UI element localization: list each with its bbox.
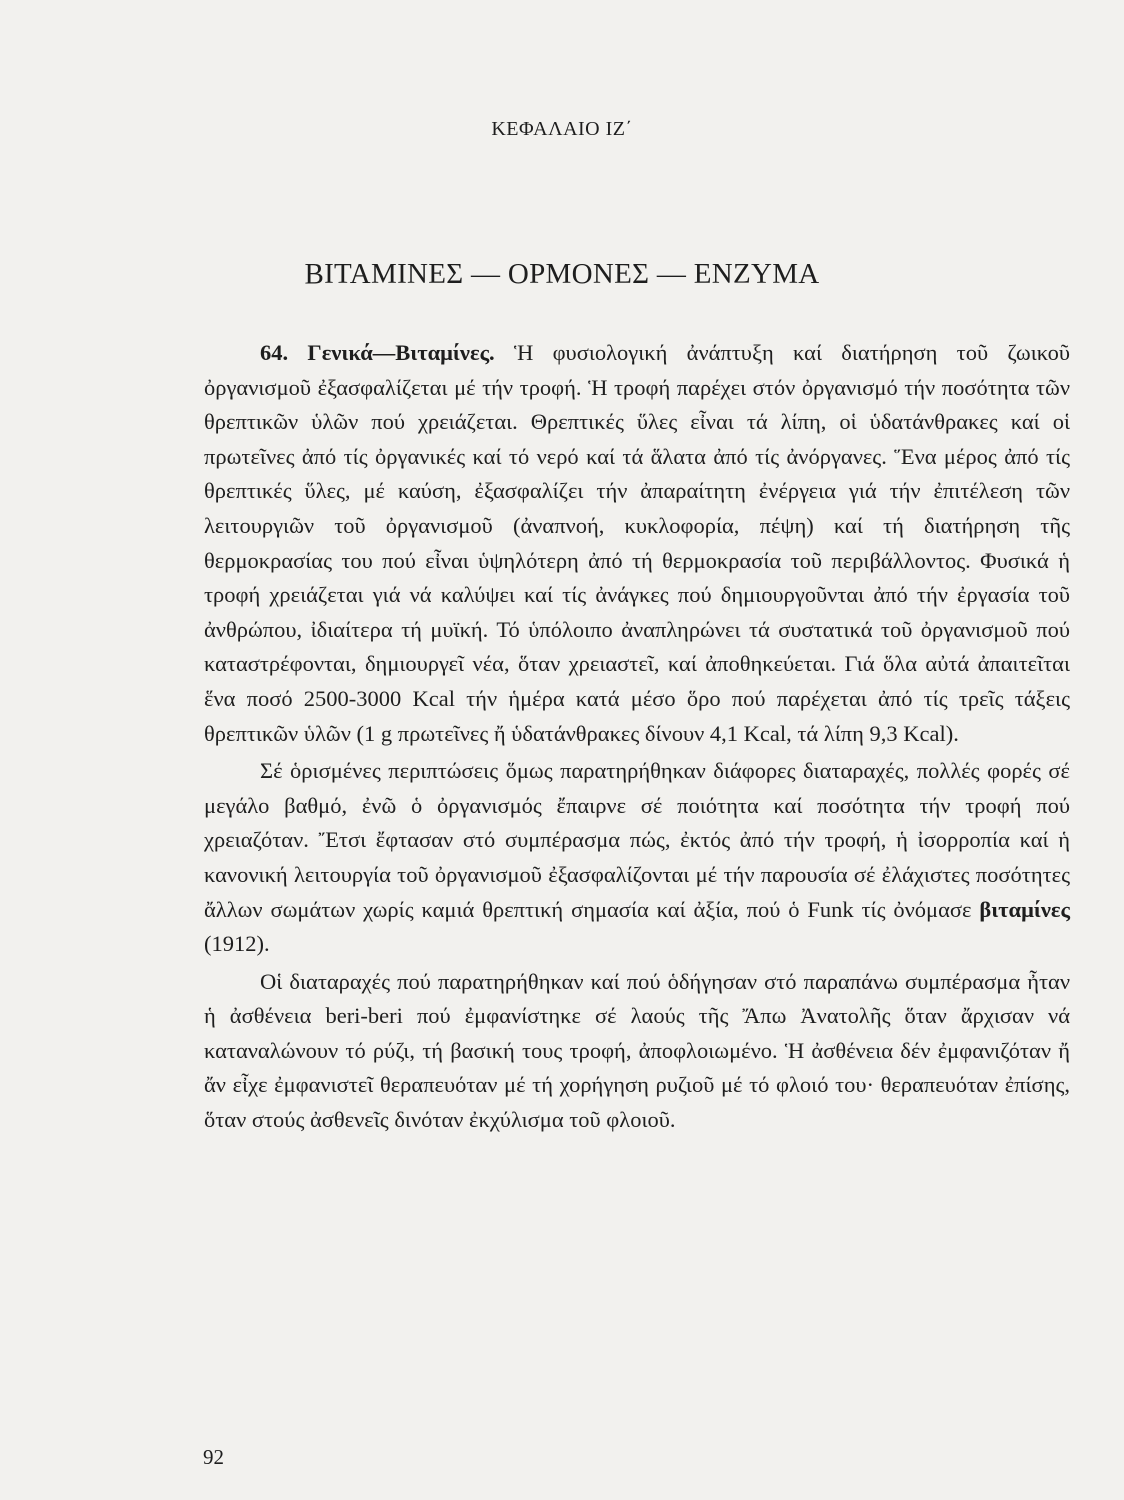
vitamins-term: βιταμίνες <box>979 896 1070 922</box>
page-number: 92 <box>203 1445 224 1469</box>
paragraph-2-text-after: (1912). <box>204 931 270 957</box>
chapter-title: ΒΙΤΑΜΙΝΕΣ — ΟΡΜΟΝΕΣ — ΕΝΖΥΜΑ <box>304 258 820 290</box>
paragraph-1 <box>204 336 1070 751</box>
chapter-label: ΚΕΦΑΛΑΙΟ ΙΖ΄ <box>491 118 633 140</box>
paragraph-3-text: Οἱ διαταραχές πού παρατηρήθηκαν καί πού ὁδήγησαν στό παραπάνω συμπέρασμα ἦταν ἡ ἀσθένεια beri-beri πού ἐμφανίστηκε σέ λαούς τῆς Ἄπω Ἀνατολῆς ὅταν ἄρχισαν νά καταναλώνουν τό ρύζι, τή βασική τους τροφή, ἀποφλοιωμένο. Ἡ ἀσθένεια δέν ἐμφανιζόταν ἤ ἄν εἶχε ἐμφανιστεῖ θεραπευόταν μέ τή χορήγηση ρυζιοῦ μέ τό φλοιό του· θεραπευόταν ἐπίσης, ὅταν στούς ἀσθενεῖς δινόταν ἐκχύλισμα τοῦ φλοιοῦ. <box>204 968 1070 1133</box>
paragraph-2 <box>204 754 1070 962</box>
body-text <box>204 336 1070 1138</box>
section-heading: 64. Γενικά—Βιταμίνες. <box>260 340 495 365</box>
paragraph-3 <box>204 965 1070 1138</box>
paragraph-2-text-before: Σέ ὁρισμένες περιπτώσεις ὅμως παρατηρήθηκαν διάφορες διαταραχές, πολλές φορές σέ μεγάλο βαθμό, ἐνῶ ὁ ὀργανισμός ἔπαιρνε σέ ποιότητα καί ποσότητα τήν τροφή πού χρειαζόταν. Ἔτσι ἔφτασαν στό συμπέρασμα πώς, ἐκτός ἀπό τήν τροφή, ἡ ἰσορροπία καί ἡ κανονική λειτουργία τοῦ ὀργανισμοῦ ἐξασφαλίζονται μέ τήν παρουσία σέ ἐλάχιστες ποσότητες ἄλλων σωμάτων χωρίς καμιά θρεπτική σημασία καί ἀξία, πού ὁ Funk τίς ὀνόμασε <box>204 758 1070 922</box>
paragraph-1-text: Ἡ φυσιολογική ἀνάπτυξη καί διατήρηση τοῦ ζωικοῦ ὀργανισμοῦ ἐξασφαλίζεται μέ τήν τροφή. Ἡ τροφή παρέχει στόν ὀργανισμό τήν ποσότητα τῶν θρεπτικῶν ὑλῶν πού χρειάζεται. Θρεπτικές ὕλες εἶναι τά λίπη, οἱ ὑδατάνθρακες καί οἱ πρωτεῖνες ἀπό τίς ὀργανικές καί τό νερό καί τά ἅλατα ἀπό τίς ἀνόργανες. Ἕνα μέρος ἀπό τίς θρεπτικές ὕλες, μέ καύση, ἐξασφαλίζει τήν ἀπαραίτητη ἐνέργεια γιά τήν ἐπιτέλεση τῶν λειτουργιῶν τοῦ ὀργανισμοῦ (ἀναπνοή, κυκλοφορία, πέψη) καί τή διατήρηση τῆς θερμοκρασίας του πού εἶναι ὑψηλότερη ἀπό τή θερμοκρασία τοῦ περιβάλλοντος. Φυσικά ἡ τροφή χρειάζεται γιά νά καλύψει καί τίς ἀνάγκες πού δημιουργοῦνται ἀπό τήν ἐργασία τοῦ ἀνθρώπου, ἰδιαίτερα τή μυϊκή. Τό ὑπόλοιπο ἀναπληρώνει τά συστατικά τοῦ ὀργανισμοῦ πού καταστρέφονται, δημιουργεῖ νέα, ὅταν χρειαστεῖ, καί ἀποθηκεύεται. Γιά ὅλα αὐτά ἀπαιτεῖται ἕνα ποσό 2500-3000 Kcal τήν ἡμέρα κατά μέσο ὅρο πού παρέχεται ἀπό τίς τρεῖς τάξεις θρεπτικῶν ὑλῶν (1 g πρωτεῖνες ἤ ὑδατάνθρακες δίνουν 4,1 Kcal, τά λίπη 9,3 Kcal). <box>204 340 1070 746</box>
